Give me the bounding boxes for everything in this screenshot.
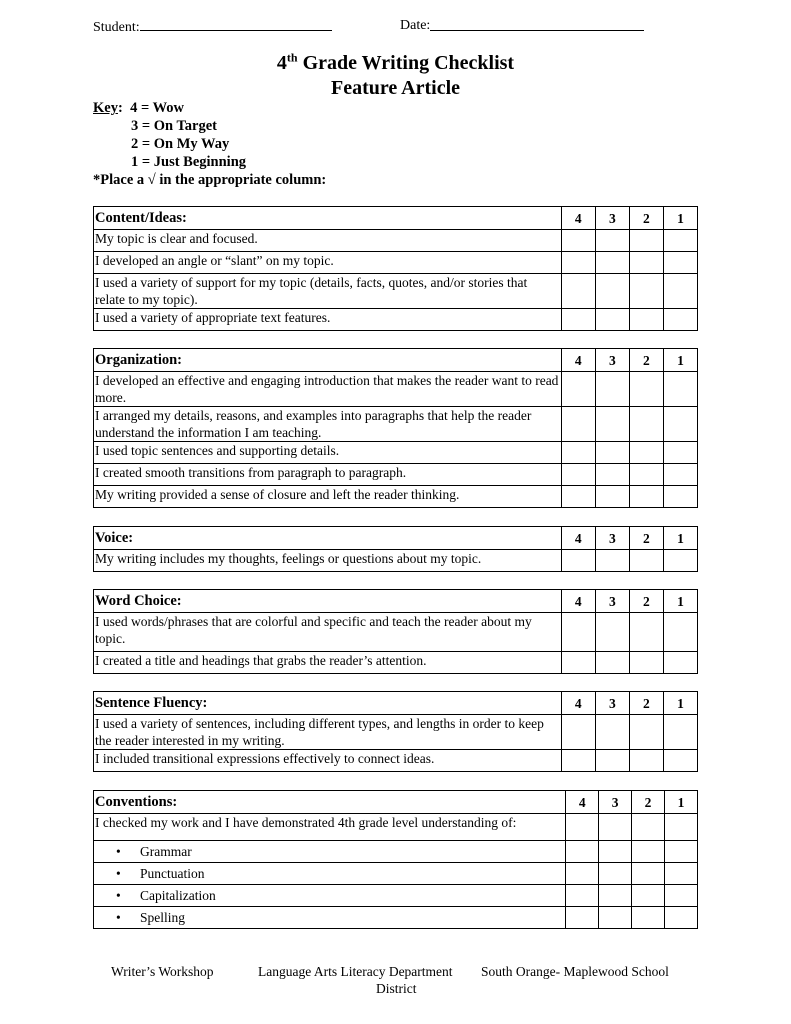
section-title: Voice:: [94, 527, 562, 550]
score-2-cell[interactable]: [632, 885, 665, 907]
score-2-cell[interactable]: [632, 841, 665, 863]
bullet-criterion: [94, 841, 566, 863]
score-header: 1: [665, 791, 698, 814]
score-1-cell[interactable]: [663, 652, 697, 674]
score-2-cell[interactable]: [629, 750, 663, 772]
score-4-cell[interactable]: [561, 274, 595, 309]
score-4-cell[interactable]: [566, 814, 599, 841]
score-3-cell[interactable]: [595, 372, 629, 407]
score-header: 2: [632, 791, 665, 814]
score-3-cell[interactable]: [595, 230, 629, 252]
score-1-cell[interactable]: [663, 486, 697, 508]
score-1-cell[interactable]: [663, 372, 697, 407]
score-3-cell[interactable]: [599, 841, 632, 863]
score-3-cell[interactable]: [599, 907, 632, 929]
score-4-cell[interactable]: [561, 230, 595, 252]
score-header: 2: [629, 590, 663, 613]
page-title: [0, 51, 791, 101]
criterion-text: I checked my work and I have demonstrated 4th grade level understanding of:: [94, 814, 566, 841]
criterion-text: I used a variety of appropriate text features.: [94, 309, 562, 331]
score-header: 4: [561, 527, 595, 550]
score-1-cell[interactable]: [663, 464, 697, 486]
score-3-cell[interactable]: [595, 309, 629, 331]
score-header: 2: [629, 692, 663, 715]
checklist-row: [94, 652, 698, 674]
section-header-row: [94, 349, 698, 372]
score-4-cell[interactable]: [561, 464, 595, 486]
footer-school: South Orange- Maplewood School: [481, 964, 669, 979]
score-3-cell[interactable]: [595, 652, 629, 674]
checklist-row: [94, 464, 698, 486]
score-3-cell[interactable]: [595, 407, 629, 442]
score-2-cell[interactable]: [629, 309, 663, 331]
section-header-row: [94, 590, 698, 613]
criterion-text: I included transitional expressions effectively to connect ideas.: [94, 750, 562, 772]
organization-table: [93, 348, 698, 508]
bullet-criterion: [94, 907, 566, 929]
score-4-cell[interactable]: [561, 613, 595, 652]
score-3-cell[interactable]: [595, 750, 629, 772]
score-1-cell[interactable]: [663, 550, 697, 572]
score-header: 1: [663, 349, 697, 372]
rating-key: Key: 4 = Wow 3 = On Target 2 = On My Way 1 = Just Beginning *Place a √ in the appropriate column:: [93, 100, 327, 188]
sentence-fluency-table: [93, 691, 698, 772]
word-choice-table: [93, 589, 698, 674]
score-3-cell[interactable]: [595, 715, 629, 750]
section-title: Sentence Fluency:: [94, 692, 562, 715]
criterion-text: My writing provided a sense of closure and left the reader thinking.: [94, 486, 562, 508]
key-item: 4 = Wow: [130, 100, 184, 116]
score-1-cell[interactable]: [663, 230, 697, 252]
score-header: 4: [561, 207, 595, 230]
score-header: 1: [663, 590, 697, 613]
date-blank[interactable]: [430, 18, 644, 31]
score-4-cell[interactable]: [566, 863, 599, 885]
criterion-text: I created a title and headings that grabs the reader’s attention.: [94, 652, 562, 674]
score-2-cell[interactable]: [629, 715, 663, 750]
checklist-row: [94, 863, 698, 885]
score-3-cell[interactable]: [595, 464, 629, 486]
score-4-cell[interactable]: [561, 750, 595, 772]
checklist-row: [94, 841, 698, 863]
checklist-row: [94, 885, 698, 907]
checklist-row: [94, 274, 698, 309]
score-1-cell[interactable]: [663, 252, 697, 274]
section-header-row: [94, 692, 698, 715]
score-4-cell[interactable]: [561, 309, 595, 331]
score-2-cell[interactable]: [629, 442, 663, 464]
section-title: Organization:: [94, 349, 562, 372]
score-header: 4: [561, 349, 595, 372]
checklist-row: [94, 715, 698, 750]
score-2-cell[interactable]: [629, 230, 663, 252]
score-4-cell[interactable]: [561, 486, 595, 508]
checklist-row: [94, 442, 698, 464]
score-2-cell[interactable]: [629, 274, 663, 309]
score-4-cell[interactable]: [561, 442, 595, 464]
criterion-text: I developed an angle or “slant” on my topic.: [94, 252, 562, 274]
score-header: 4: [561, 692, 595, 715]
score-1-cell[interactable]: [665, 885, 698, 907]
bullet-criterion: [94, 863, 566, 885]
score-header: 4: [566, 791, 599, 814]
footer-workshop: Writer’s Workshop: [111, 964, 214, 979]
score-3-cell[interactable]: [595, 550, 629, 572]
score-2-cell[interactable]: [629, 372, 663, 407]
score-3-cell[interactable]: [595, 252, 629, 274]
score-3-cell[interactable]: [599, 885, 632, 907]
checklist-row: [94, 372, 698, 407]
score-header: 2: [629, 527, 663, 550]
score-4-cell[interactable]: [561, 252, 595, 274]
header-line: [93, 18, 431, 36]
score-header: 2: [629, 349, 663, 372]
title-line-2: Feature Article: [330, 77, 460, 99]
score-1-cell[interactable]: [663, 613, 697, 652]
score-2-cell[interactable]: [629, 464, 663, 486]
score-2-cell[interactable]: [629, 486, 663, 508]
checklist-row: [94, 252, 698, 274]
score-4-cell[interactable]: [561, 407, 595, 442]
score-2-cell[interactable]: [629, 550, 663, 572]
section-header-row: [94, 207, 698, 230]
checklist-row: [94, 550, 698, 572]
bullet-icon: •: [116, 888, 121, 903]
score-2-cell[interactable]: [629, 407, 663, 442]
section-header-row: [94, 527, 698, 550]
section-title: Content/Ideas:: [94, 207, 562, 230]
section-title: Conventions:: [94, 791, 566, 814]
checklist-row: [94, 750, 698, 772]
key-item: 1 = Just Beginning: [131, 154, 247, 170]
score-4-cell[interactable]: [561, 372, 595, 407]
score-4-cell[interactable]: [566, 841, 599, 863]
bullet-criterion: [94, 885, 566, 907]
checklist-row: [94, 907, 698, 929]
score-2-cell[interactable]: [629, 652, 663, 674]
bullet-icon: •: [116, 844, 121, 859]
checklist-row: [94, 407, 698, 442]
score-header: 1: [663, 527, 697, 550]
score-3-cell[interactable]: [595, 613, 629, 652]
criterion-text: Capitalization: [140, 888, 216, 903]
score-header: 1: [663, 207, 697, 230]
score-header: 3: [595, 590, 629, 613]
score-1-cell[interactable]: [663, 309, 697, 331]
score-header: 2: [629, 207, 663, 230]
criterion-text: I arranged my details, reasons, and examples into paragraphs that help the reader understand the information I am teaching.: [94, 407, 562, 442]
score-3-cell[interactable]: [599, 863, 632, 885]
checklist-row: [94, 613, 698, 652]
score-header: 3: [595, 207, 629, 230]
bullet-icon: •: [116, 866, 121, 881]
score-4-cell[interactable]: [566, 907, 599, 929]
criterion-text: I developed an effective and engaging introduction that makes the reader want to read more.: [94, 372, 562, 407]
score-2-cell[interactable]: [629, 613, 663, 652]
title-line-1: 4th Grade Writing Checklist: [276, 50, 515, 74]
score-1-cell[interactable]: [665, 907, 698, 929]
key-item: 2 = On My Way: [131, 136, 230, 152]
score-header: 3: [595, 527, 629, 550]
score-3-cell[interactable]: [595, 274, 629, 309]
score-4-cell[interactable]: [561, 652, 595, 674]
criterion-text: Punctuation: [140, 866, 205, 881]
footer-department: Language Arts Literacy Department: [258, 964, 453, 979]
checklist-row: [94, 486, 698, 508]
key-label: Key: [93, 100, 118, 116]
criterion-text: I used a variety of sentences, including different types, and lengths in order to keep the reader interested in my writing.: [94, 715, 562, 750]
score-3-cell[interactable]: [595, 486, 629, 508]
student-label: Student:: [93, 20, 140, 35]
key-item: 3 = On Target: [131, 118, 218, 134]
criterion-text: Grammar: [140, 844, 192, 859]
score-1-cell[interactable]: [663, 274, 697, 309]
score-3-cell[interactable]: [599, 814, 632, 841]
score-3-cell[interactable]: [595, 442, 629, 464]
score-2-cell[interactable]: [632, 907, 665, 929]
score-header: 1: [663, 692, 697, 715]
score-2-cell[interactable]: [632, 814, 665, 841]
score-1-cell[interactable]: [665, 814, 698, 841]
score-header: 3: [595, 349, 629, 372]
voice-table: [93, 526, 698, 572]
score-4-cell[interactable]: [566, 885, 599, 907]
score-4-cell[interactable]: [561, 715, 595, 750]
score-1-cell[interactable]: [663, 407, 697, 442]
key-instruction: *Place a √ in the appropriate column:: [93, 172, 327, 188]
criterion-text: My writing includes my thoughts, feelings or questions about my topic.: [94, 550, 562, 572]
score-1-cell[interactable]: [663, 442, 697, 464]
checklist-row: [94, 230, 698, 252]
score-1-cell[interactable]: [665, 863, 698, 885]
date-label: Date:: [400, 18, 431, 33]
criterion-text: I used words/phrases that are colorful and specific and teach the reader about my topic.: [94, 613, 562, 652]
criterion-text: I used a variety of support for my topic (details, facts, quotes, and/or stories that relate to my topic).: [94, 274, 562, 309]
score-1-cell[interactable]: [663, 715, 697, 750]
score-4-cell[interactable]: [561, 550, 595, 572]
score-header: 3: [599, 791, 632, 814]
criterion-text: I used topic sentences and supporting details.: [94, 442, 562, 464]
checklist-row: [94, 309, 698, 331]
score-1-cell[interactable]: [665, 841, 698, 863]
criterion-text: I created smooth transitions from paragraph to paragraph.: [94, 464, 562, 486]
score-1-cell[interactable]: [663, 750, 697, 772]
footer-school-cont: District: [376, 981, 417, 996]
score-2-cell[interactable]: [632, 863, 665, 885]
score-header: 4: [561, 590, 595, 613]
bullet-icon: •: [116, 910, 121, 925]
section-title: Word Choice:: [94, 590, 562, 613]
checklist-row: [94, 814, 698, 841]
score-header: 3: [595, 692, 629, 715]
criterion-text: My topic is clear and focused.: [94, 230, 562, 252]
section-header-row: [94, 791, 698, 814]
student-name-blank[interactable]: [140, 18, 332, 31]
criterion-text: Spelling: [140, 910, 186, 925]
content-ideas-table: [93, 206, 698, 331]
conventions-table: [93, 790, 698, 929]
score-2-cell[interactable]: [629, 252, 663, 274]
